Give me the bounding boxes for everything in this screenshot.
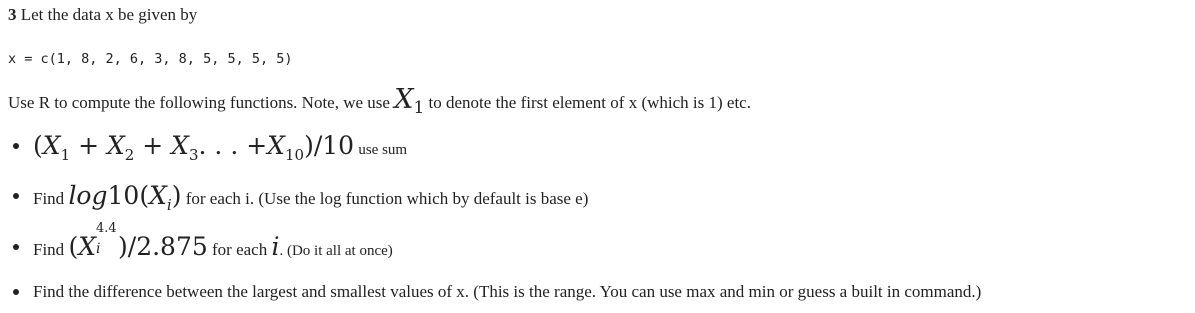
bullet-icon	[13, 244, 19, 250]
task-hint-text: use sum	[358, 142, 408, 158]
task-text: for each	[212, 240, 268, 259]
bullet-icon	[13, 289, 19, 295]
list-item	[33, 282, 981, 302]
list-item	[33, 221, 393, 261]
math-sum-expression: (X1 + X2 + X3. . . +X10)/10	[33, 131, 355, 164]
task-prefix: Find	[33, 189, 65, 208]
math-log-expression: log10(Xi)	[68, 181, 182, 214]
math-x-symbol: X	[394, 84, 414, 115]
intro-paragraph	[8, 84, 751, 118]
math-power-expression: (X 4.4 i )/2.875	[68, 221, 208, 261]
math-i-symbol: i	[271, 232, 280, 261]
bullet-icon	[13, 193, 19, 199]
list-item	[33, 181, 589, 214]
list-item	[33, 131, 408, 164]
question-text: Let the data x be given by	[20, 5, 198, 24]
bullet-icon	[13, 143, 19, 149]
math-x-subscript: 1	[413, 98, 425, 118]
task-text: Find the difference between the largest and smallest values of x. (This is the range. You can use max and min or guess a built in command.)	[33, 282, 982, 301]
question-heading	[8, 5, 197, 25]
intro-text-after: to denote the first element of x (which is 1) etc.	[428, 93, 751, 112]
intro-text-before: Use R to compute the following functions. Note, we use	[8, 93, 390, 112]
question-number: 3	[8, 5, 17, 24]
task-text-after: . (Do it all at once)	[279, 243, 393, 259]
code-line: x = c(1, 8, 2, 6, 3, 8, 5, 5, 5, 5)	[8, 51, 293, 67]
task-prefix: Find	[33, 240, 65, 259]
task-text: for each i. (Use the log function which by default is base e)	[185, 189, 589, 208]
